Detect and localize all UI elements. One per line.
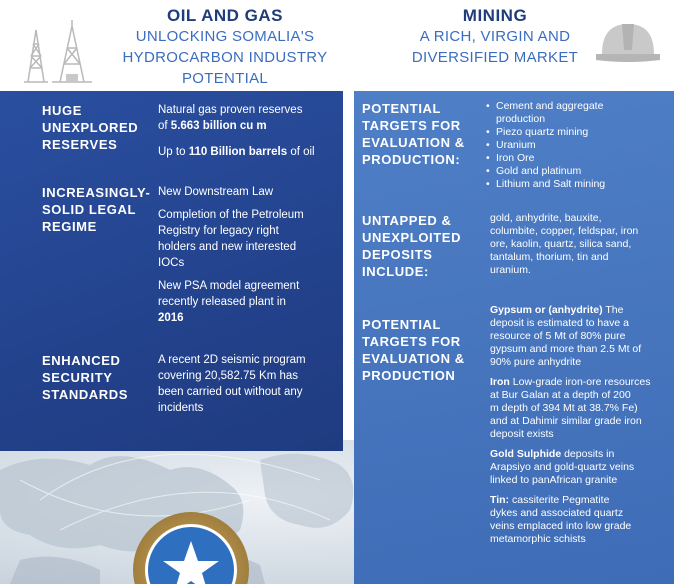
text-line: A recent 2D seismic program [158,354,306,366]
legal-regime-text [158,184,338,326]
label-line: ENHANCED [42,353,121,368]
label-line: PRODUCTION: [362,152,461,167]
mining-targets-list [486,100,666,191]
oil-reserves-value: 110 Billion barrels [188,146,288,158]
gypsum-title: Gypsum or (anhydrite) [490,304,603,316]
text-line: and at Dahimir similar grade iron [490,415,642,427]
label-line: TARGETS FOR [362,118,461,133]
text-line: incidents [158,402,204,414]
iron-title: Iron [490,376,510,388]
gas-reserves-line2 [158,118,338,134]
text-line: metamorphic schists [490,533,586,545]
label-line: TARGETS FOR [362,334,461,349]
oil-derrick-icon [18,12,98,89]
text-fragment: of oil [287,146,315,158]
petroleum-registry-text [158,207,338,271]
label-line: RESERVES [42,137,118,152]
untapped-deposits-label [362,212,461,280]
label-line: DEPOSITS [362,247,433,262]
label-line: EVALUATION & [362,351,465,366]
text-fragment: Low-grade iron-ore resources [509,376,651,388]
potential-targets-production-label [362,316,465,384]
text-line: gypsum and more than 2.5 Mt of [490,343,642,355]
list-item-text: production [496,113,546,125]
gypsum-paragraph [490,304,670,369]
text-line: deposit is estimated to have a [490,317,629,329]
text-line: tantalum, thorium, tin and [490,251,609,263]
text-line: m depth of 394 Mt at 38.7% Fe) [490,402,638,414]
list-item-text: Cement and aggregate [496,100,604,112]
security-text [158,352,338,416]
text-line: covering 20,582.75 Km has [158,370,299,382]
mineral-deposits-text [490,304,670,546]
text-line: Arapsiyo and gold-quartz veins [490,461,635,473]
text-fragment: Up to [158,146,189,158]
oil-gas-subtitle-line1: UNLOCKING SOMALIA'S [135,28,315,45]
list-item [486,100,666,126]
mining-subtitle-line1: A RICH, VIRGIN AND [419,28,571,45]
label-line: UNTAPPED & [362,213,452,228]
text-line: recently released plant in [158,296,286,308]
label-line: EVALUATION & [362,135,465,150]
mining-title: MINING [462,6,528,25]
text-line: 90% pure anhydrite [490,356,582,368]
text-fragment: of [158,120,171,132]
text-fragment: cassiterite Pegmatite [509,494,610,506]
oil-gas-header [105,6,345,89]
label-line: SOLID LEGAL [42,202,136,217]
label-line: UNEXPLOITED [362,230,462,245]
gold-title: Gold Sulphide [490,448,562,460]
legal-regime-label [42,184,150,235]
huge-unexplored-reserves-label [42,102,138,153]
label-line: INCLUDE: [362,264,429,279]
list-item: • Piezo quartz mining [486,126,666,139]
list-item: • Gold and platinum [486,165,666,178]
label-line: HUGE [42,103,82,118]
text-fragment: The [602,304,624,316]
text-line: dykes and associated quartz [490,507,624,519]
downstream-law-text: New Downstream Law [158,186,274,198]
iron-paragraph [490,376,670,441]
star-icon [148,527,234,584]
psa-year: 2016 [158,312,184,324]
label-line: SECURITY [42,370,113,385]
text-line: been carried out without any [158,386,303,398]
text-line: Registry for legacy right [158,225,279,237]
text-line: IOCs [158,257,185,269]
label-line: REGIME [42,219,97,234]
tin-paragraph [490,494,670,546]
text-line: columbite, copper, feldspar, iron [490,225,639,237]
text-line: uranium. [490,264,531,276]
list-item: • Lithium and Salt mining [486,178,666,191]
oil-reserves-line [158,144,338,160]
gold-paragraph [490,448,670,487]
label-line: PRODUCTION [362,368,456,383]
text-line: gold, anhydrite, bauxite, [490,212,602,224]
text-line: deposit exists [490,428,554,440]
oil-gas-subtitle-line2: HYDROCARBON INDUSTRY [122,49,328,66]
label-line: POTENTIAL [362,317,442,332]
oil-gas-title: OIL AND GAS [166,6,283,25]
mining-subtitle-line2: DIVERSIFIED MARKET [411,49,579,66]
psa-agreement-text [158,278,338,326]
text-line: resource of 5 Mt of 80% pure [490,330,626,342]
gas-reserves-value: 5.663 billion cu m [170,120,267,132]
tin-title: Tin: [490,494,510,506]
label-line: INCREASINGLY- [42,185,151,200]
untapped-deposits-text [490,212,670,277]
text-line: Completion of the Petroleum [158,209,304,221]
text-line: holders and new interested [158,241,297,253]
text-line: ore, kaolin, quartz, silica sand, [490,238,632,250]
text-line: linked to panAfrican granite [490,474,618,486]
oil-gas-subtitle-line3: POTENTIAL [181,70,269,87]
list-item: • Iron Ore [486,152,666,165]
label-line: UNEXPLORED [42,120,139,135]
gas-reserves-line1: Natural gas proven reserves [158,104,303,116]
text-fragment: deposits in [561,448,615,460]
list-item: • Uranium [486,139,666,152]
label-line: STANDARDS [42,387,129,402]
security-standards-label [42,352,128,403]
text-line: at Bur Galan at a depth of 200 [490,389,631,401]
label-line: POTENTIAL [362,101,442,116]
text-line: New PSA model agreement [158,280,300,292]
somalia-flag-disc [145,524,237,584]
hard-hat-icon [596,18,660,69]
text-line: veins emplaced into low grade [490,520,632,532]
mining-header [365,6,625,68]
reserves-text [158,102,338,160]
mining-targets-label [362,100,465,168]
